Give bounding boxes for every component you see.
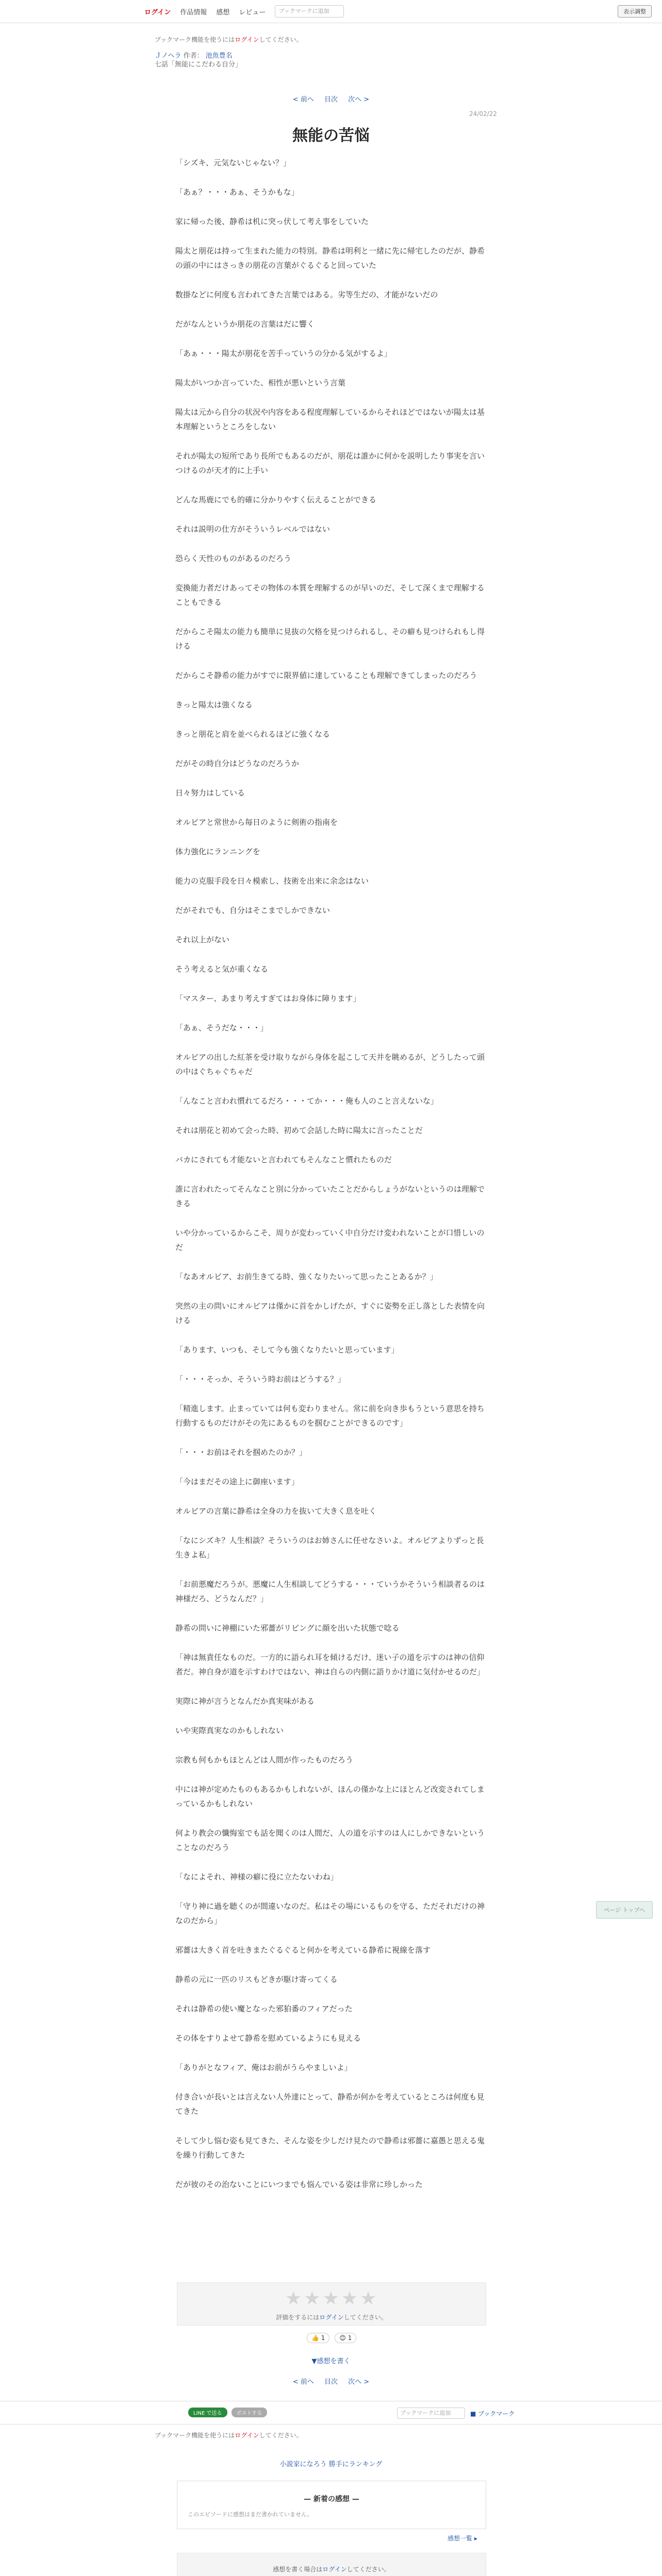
smile-icon: 😊 — [339, 2334, 346, 2342]
body-paragraph: そう考えると気が重くなる — [175, 964, 269, 974]
body-paragraph: 静希の問いに神棚にいた邪薔がリビングに顔を出いた状態で唸る — [175, 1623, 400, 1633]
header-bar — [0, 0, 662, 23]
body-paragraph: 陽太は元から自分の状況や内容をある程度理解しているからそれほどではないが陽太は基本理解というところをしない — [175, 408, 485, 431]
body-paragraph: 静希の元に一匹のリスもどきが駆け寄ってくる — [175, 1975, 338, 1984]
body-paragraph: 「なにシズキ？人生相談？そういうのはお姉さんに任せなさいよ。オルビアよりずっと長生きよ私」 — [175, 1536, 484, 1560]
no-reviews-note: このエピソードに感想はまだ書かれていません。 — [188, 2511, 313, 2518]
body-paragraph: 「んなこと言われ慣れてるだろ・・・てか・・・俺も人のこと言えないな」 — [175, 1096, 439, 1106]
prev-link-bottom[interactable]: < 前へ — [292, 2378, 314, 2386]
body-paragraph: きっと朋花と肩を並べられるほどに強くなる — [175, 730, 330, 739]
work-meta — [155, 52, 242, 69]
body-paragraph: 中には神が定めたものもあるかもしれないが、ほんの僅かな上にほとんど改変されてしまっているかもしれない — [175, 1785, 485, 1808]
rating-stars[interactable] — [285, 2288, 378, 2309]
body-paragraph: 「シズキ、元気ないじゃない？」 — [175, 158, 291, 167]
body-paragraph: いや実際真実なのかもしれない — [175, 1726, 284, 1735]
rating-note: 評価をするにはログインしてください。 — [276, 2314, 387, 2321]
body-paragraph: 「あります、いつも、そして今も強くなりたいと思っています」 — [175, 1345, 399, 1354]
notice-login-link[interactable]: ログイン — [235, 36, 259, 43]
rating-star-icon[interactable]: ★ — [360, 2288, 379, 2309]
episode-date: 24/02/22 — [469, 110, 497, 117]
body-paragraph: 突然の主の問いにオルビアは僅かに首をかしげたが、すぐに姿勢を正し落とした表情を向ける — [175, 1301, 485, 1325]
body-paragraph: 「精進します。止まっていては何も変わりません。常に前を向き歩もうという意思を持ち行動するものだけがその先にあるものを掴むことができるのです」 — [175, 1404, 485, 1428]
body-paragraph: 家に帰った後、静希は机に突っ伏して考え事をしていた — [175, 217, 369, 226]
body-paragraph: 能力の克服手段を日々模索し、技術を出来に余念はない — [175, 876, 369, 886]
body-paragraph: バカにされても才能ないと言われてもそんなこと慣れたものだ — [175, 1155, 392, 1164]
body-paragraph: 邪薔は大きく首を吐きまたぐるぐると何かを考えている静希に視線を落す — [175, 1945, 431, 1955]
bookmark-button[interactable]: ■ ブックマーク — [470, 2410, 515, 2417]
body-paragraph: 付き合いが長いとは言えない人外達にとって、静希が何かを考えているところは何度も見てきた — [175, 2092, 485, 2116]
body-paragraph: いや分かっているからこそ、周りが変わっていく中自分だけ変われないことが口惜しいのだ — [175, 1228, 485, 1252]
body-paragraph: 「神は無責任なものだ。一方的に語られ耳を傾けるだけ、迷い子の道を示すのは神の信仰者だ。神自身が道を示すわけではない、神は自らの内側に語りかけ道に気付かせるのだ」 — [175, 1653, 485, 1676]
rating-star-icon[interactable]: ★ — [322, 2288, 341, 2309]
toc-link[interactable]: 目次 — [324, 96, 338, 104]
body-paragraph: 「マスター、あまり考えすぎてはお身体に障ります」 — [175, 994, 361, 1003]
bookmark-controls — [397, 2408, 515, 2419]
body-paragraph: 実際に神が言うとなんだか真実味がある — [175, 1697, 315, 1706]
reaction-good[interactable]: 👍 1 — [307, 2333, 329, 2343]
body-paragraph: どんな馬鹿にでも的確に分かりやすく伝えることができる — [175, 495, 377, 504]
toc-link-bottom[interactable]: 目次 — [324, 2378, 338, 2386]
body-paragraph: 「あぁ？・・・あぁ、そうかもな」 — [175, 188, 299, 197]
author-label: 作者： — [183, 52, 204, 60]
body-paragraph: 「・・・そっか、そういう時お前はどうする？」 — [175, 1375, 346, 1384]
body-paragraph: それ以上がない — [175, 935, 230, 944]
header-nav — [144, 5, 344, 18]
author-link[interactable]: 池魚豊名 — [205, 52, 233, 60]
share-bar — [0, 2401, 662, 2425]
write-review-link[interactable]: ▼感想を書く — [311, 2358, 351, 2365]
thumbs-up-icon: 👍 — [311, 2334, 319, 2342]
body-paragraph: 「お前悪魔だろうが。悪魔に人生相談してどうする・・・ていうかそういう相談者るのは神様だろ、どうなんだ？」 — [175, 1580, 485, 1603]
bookmark-login-notice: ブックマーク機能を使うにはログインしてください。 — [155, 36, 303, 43]
episode-body — [175, 156, 485, 2207]
body-paragraph: だが彼のその治ないことにいつまでも悩んでいる姿は非常に珍しかった — [175, 2180, 423, 2189]
rating-box — [177, 2282, 486, 2326]
body-paragraph: 日々努力はしている — [175, 788, 245, 798]
rating-star-icon[interactable]: ★ — [341, 2288, 360, 2309]
body-paragraph: 変換能力者だけあってその物体の本質を理解するのが早いのだ、そして深くまで理解することもできる — [175, 583, 485, 607]
body-paragraph: きっと陽太は強くなる — [175, 700, 253, 709]
episode-pager-top — [0, 94, 662, 104]
ranking-link[interactable]: 小説家になろう 勝手にランキング — [279, 2461, 383, 2468]
nav-reviews[interactable]: 感想 — [216, 8, 230, 16]
bookmark-add-field[interactable]: ブックマークに追加 — [275, 5, 344, 18]
login-link[interactable]: ログイン — [144, 8, 171, 16]
body-paragraph: オルビアと常世から毎日のように剣術の指南を — [175, 818, 338, 827]
rating-star-icon[interactable]: ★ — [304, 2288, 323, 2309]
review-login-note: 感想を書く場合はログインしてください。 — [273, 2566, 390, 2573]
body-paragraph: 誰に言われたってそんなこと別に分かっていたことだからしょうがないというのは理解できる — [175, 1184, 485, 1208]
share-buttons — [188, 2408, 267, 2417]
reaction-smile[interactable]: 😊 1 — [335, 2333, 356, 2343]
review-login-box — [177, 2553, 486, 2576]
page-top-button[interactable]: ページ トップへ — [596, 1901, 653, 1919]
body-paragraph: だがその時自分はどうなのだろうか — [175, 759, 300, 768]
body-paragraph: だからこそ静希の能力がすでに限界値に達していることも理解できてしまったのだろう — [175, 671, 477, 680]
nav-critiques[interactable]: レビュー — [239, 8, 266, 16]
rating-star-icon[interactable]: ★ — [285, 2288, 304, 2309]
body-paragraph: 「なあオルビア、お前生きてる時、強くなりたいって思ったことあるか？」 — [175, 1272, 438, 1281]
next-link[interactable]: 次へ > — [348, 96, 370, 104]
body-paragraph: 「あぁ・・・陽太が朋花を苦手っていうの分かる気がするよ」 — [175, 349, 392, 358]
line-share-button[interactable]: LINE で送る — [188, 2408, 227, 2417]
post-share-button[interactable]: ポストする — [231, 2408, 268, 2417]
body-paragraph: 恐らく天性のものがあるのだろう — [175, 554, 292, 563]
body-paragraph: 「守り神に過を聴くのが間違いなのだ。私はその場にいるものを守る、ただそれだけの神なのだから」 — [175, 1902, 485, 1925]
body-paragraph: その体をすりよせて静希を慰めているようにも見える — [175, 2033, 361, 2043]
body-paragraph: 宗教も何もかもほとんどは人間が作ったものだろう — [175, 1755, 354, 1765]
body-paragraph: オルビアの出した紅茶を受け取りながら身体を起こして天井を眺めるが、どうしたって頭の中はぐちゃぐちゃだ — [175, 1053, 485, 1076]
prev-link[interactable]: < 前へ — [292, 96, 314, 104]
body-paragraph: 陽太と朋花は持って生まれた能力の特別。静希は明利と一緒に先に帰宅したのだが、静希の頭の中にはさっきの朋花の言葉がぐるぐると回っていた — [175, 246, 485, 270]
review-login-link[interactable]: ログイン — [322, 2566, 347, 2573]
bookmark-add-field-bottom[interactable]: ブックマークに追加 — [397, 2408, 465, 2419]
body-paragraph: 「今はまだその途上に御座います」 — [175, 1477, 300, 1486]
reactions — [307, 2333, 356, 2343]
bookmark-login-notice-bottom: ブックマーク機能を使うにはログインしてください。 — [155, 2432, 303, 2439]
rating-login-link[interactable]: ログイン — [319, 2314, 344, 2321]
body-paragraph: 陽太がいつか言っていた、相性が悪いという言葉 — [175, 378, 346, 387]
body-paragraph: 体力強化にランニングを — [175, 847, 260, 856]
review-list-link[interactable]: 感想一覧 ▸ — [448, 2535, 477, 2542]
body-paragraph: 「あぁ、そうだな・・・」 — [175, 1023, 268, 1032]
notice-login-link-bottom[interactable]: ログイン — [235, 2432, 259, 2439]
body-paragraph: だからこそ陽太の能力も簡単に見抜の欠格を見つけられるし、その癖も見つけられもし得ける — [175, 627, 485, 651]
series-link[interactable]: Ｊノヘラ — [155, 52, 181, 60]
body-paragraph: 何より教会の懺悔室でも話を聞くのは人間だ、人の道を示すのは人にしかできないということなのだろう — [175, 1828, 485, 1852]
body-paragraph: それは朋花と初めて会った時、初めて会話した時に陽太に言ったことだ — [175, 1126, 423, 1135]
body-paragraph: 「なによそれ、神様の癖に役に立たないわね」 — [175, 1872, 338, 1882]
body-paragraph: オルビアの言葉に静希は全身の力を抜いて大きく息を吐く — [175, 1506, 377, 1516]
recent-reviews-box — [177, 2481, 486, 2529]
nav-work-info[interactable]: 作品情報 — [180, 8, 207, 16]
body-paragraph: それが陽太の短所であり長所でもあるのだが、朋花は誰かに何かを説明したり事実を言いつけるのが天才的に上手い — [175, 451, 485, 475]
display-settings-button[interactable]: 表示調整 — [618, 5, 652, 18]
body-paragraph: 「ありがとなフィア、俺はお前がうらやましいよ」 — [175, 2063, 352, 2072]
chapter-line: 七話「無能にこだわる自分」 — [155, 61, 242, 69]
body-paragraph: だがそれでも、自分はそこまでしかできない — [175, 906, 330, 915]
episode-title: 無能の苦悩 — [292, 127, 370, 145]
body-paragraph: 数掛などに何度も言われてきた言葉ではある。劣等生だの、才能がないだの — [175, 290, 438, 299]
body-paragraph: そして少し悩む姿も見てきた、そんな姿を少しだけ見たので静希は邪薔に嘉愚と思える鬼を繰り行動してきた — [175, 2136, 485, 2160]
next-link-bottom[interactable]: 次へ > — [348, 2378, 370, 2386]
episode-pager-bottom — [0, 2376, 662, 2386]
body-paragraph: それは説明の仕方がそういうレベルではない — [175, 524, 330, 534]
body-paragraph: それは静希の使い魔となった邪狛番のフィアだった — [175, 2004, 353, 2013]
body-paragraph: だがなんというか朋花の言葉はだに響く — [175, 319, 315, 329]
body-paragraph: 「・・・お前はそれを掴めたのか？」 — [175, 1448, 307, 1457]
recent-reviews-heading: — 新着の感想 — — [304, 2495, 359, 2503]
